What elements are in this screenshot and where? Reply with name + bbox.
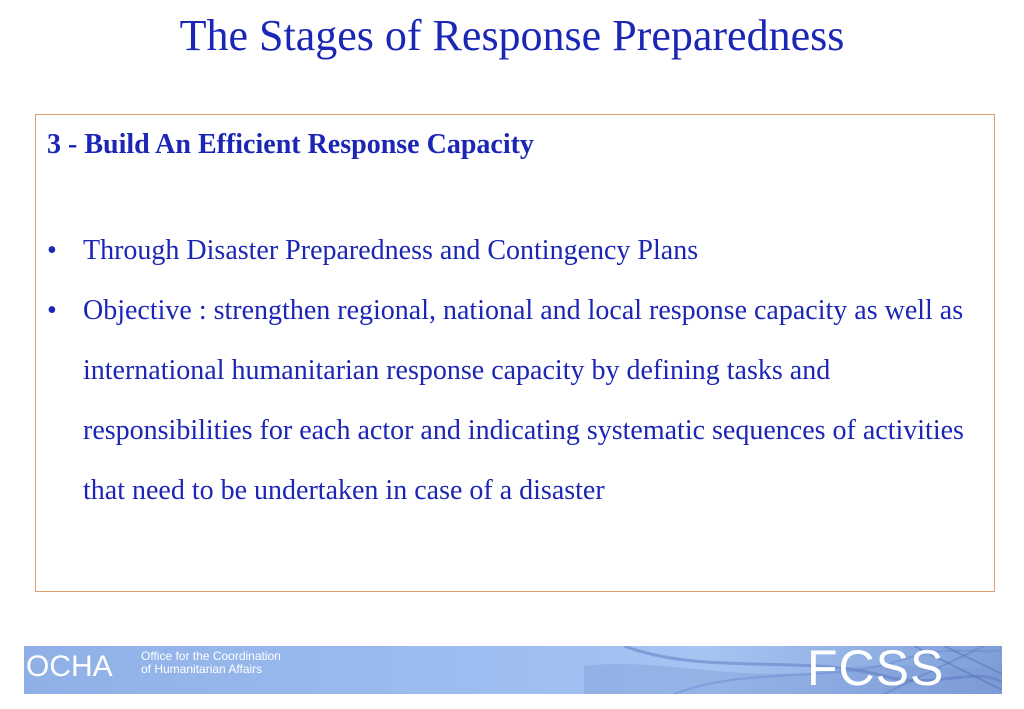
bullet-dot-icon: •	[47, 235, 57, 266]
org-name-line-1: Office for the Coordination	[141, 649, 281, 663]
content-box	[35, 114, 995, 592]
fcss-logo: FCSS	[807, 646, 945, 694]
footer-banner	[24, 646, 1002, 694]
ocha-logo: OCHA	[26, 650, 113, 683]
bullet-dot-icon: •	[47, 295, 57, 326]
slide-title: The Stages of Response Preparedness	[179, 11, 845, 60]
org-name-line-2: of Humanitarian Affairs	[141, 662, 263, 676]
section-heading: 3 - Build An Efficient Response Capacity	[47, 129, 534, 160]
bullet-list	[47, 221, 982, 521]
bullet-item	[47, 221, 982, 281]
org-name	[141, 650, 281, 676]
bullet-text: Objective : strengthen regional, national and local response capacity as well as international humanitarian response capacity by defining tasks and responsibilities for each actor and indicating systematic sequences of activities that need to be undertaken in case of a disaster	[83, 295, 964, 506]
bullet-item	[47, 281, 982, 521]
bullet-text: Through Disaster Preparedness and Contingency Plans	[83, 235, 699, 266]
